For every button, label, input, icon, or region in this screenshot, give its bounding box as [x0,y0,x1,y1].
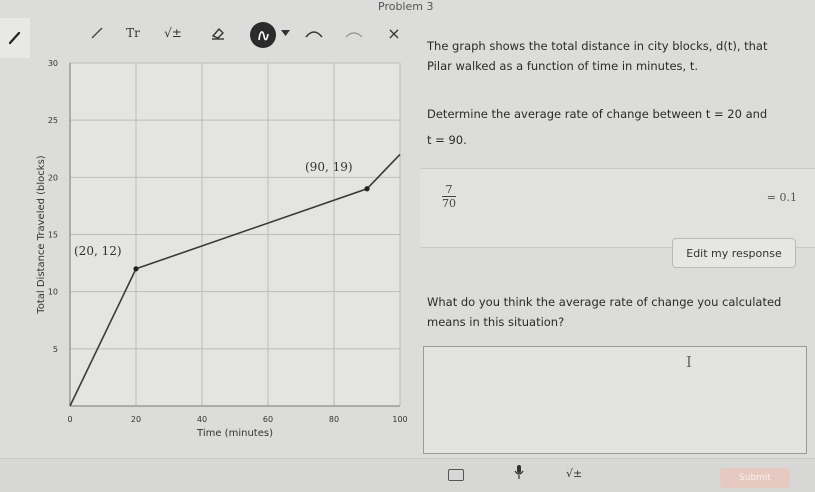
y-tick-label: 5 [52,344,58,354]
point-label: (90, 19) [305,159,353,174]
x-axis-label: Time (minutes) [197,428,273,439]
submit-button[interactable]: Submit [720,468,790,488]
followup-line-1: What do you think the average rate of change you calculated [427,295,782,309]
line-tool[interactable] [82,18,112,48]
answer-numerator: 7 [442,183,456,197]
distance-time-graph[interactable] [0,48,420,468]
y-tick-label: 25 [47,116,58,126]
keyboard-icon[interactable] [448,469,464,481]
x-tick-label: 60 [262,415,274,424]
math-input-button[interactable]: √± [566,467,583,480]
data-point [364,186,369,191]
question-line-3: Determine the average rate of change between t = 20 and [427,107,768,121]
eraser-icon [209,25,227,41]
y-tick-label: 30 [47,59,58,68]
response-toolbar [0,458,815,492]
data-point [133,266,138,271]
edit-response-button[interactable]: Edit my response [672,238,796,268]
pencil-icon [7,30,23,46]
line-icon [89,25,105,41]
y-axis-label: Total Distance Traveled (blocks) [36,155,47,314]
response-textarea[interactable] [423,346,807,454]
chart-svg [0,48,420,468]
problem-title: Problem 3 [378,0,434,13]
x-tick-label: 40 [196,415,208,424]
point-label: (20, 12) [74,243,122,258]
x-tick-label: 100 [392,415,408,424]
question-line-1: The graph shows the total distance in city blocks, d(t), that [427,39,768,53]
x-tick-label: 80 [328,415,340,424]
curve-icon [256,28,270,42]
followup-line-2: means in this situation? [427,315,565,329]
chevron-down-icon [281,30,290,36]
arc-outline-icon [344,27,364,39]
answer-fraction [442,183,456,210]
text-tool[interactable]: Tr [126,26,140,40]
arc-alt-tool[interactable] [340,18,368,48]
y-tick-label: 15 [47,230,58,240]
eraser-tool[interactable] [203,18,233,48]
curve-tool[interactable] [250,22,276,48]
curve-options-dropdown[interactable] [278,18,292,48]
question-line-2: Pilar walked as a function of time in minutes, t. [427,59,699,73]
answer-display [420,168,815,248]
y-tick-label: 10 [47,287,58,297]
arc-icon [304,27,324,39]
x-tick-label: 20 [130,415,142,424]
arc-tool[interactable] [300,18,328,48]
close-tool[interactable]: × [387,23,401,43]
x-tick-label: 0 [67,415,73,424]
text-cursor: I [686,353,692,371]
math-tool[interactable]: √± [164,26,182,40]
y-tick-label: 20 [47,173,58,183]
answer-approx: = 0.1 [766,191,797,204]
microphone-icon[interactable] [514,464,524,483]
question-line-4: t = 90. [427,133,467,147]
answer-denominator: 70 [442,197,456,210]
